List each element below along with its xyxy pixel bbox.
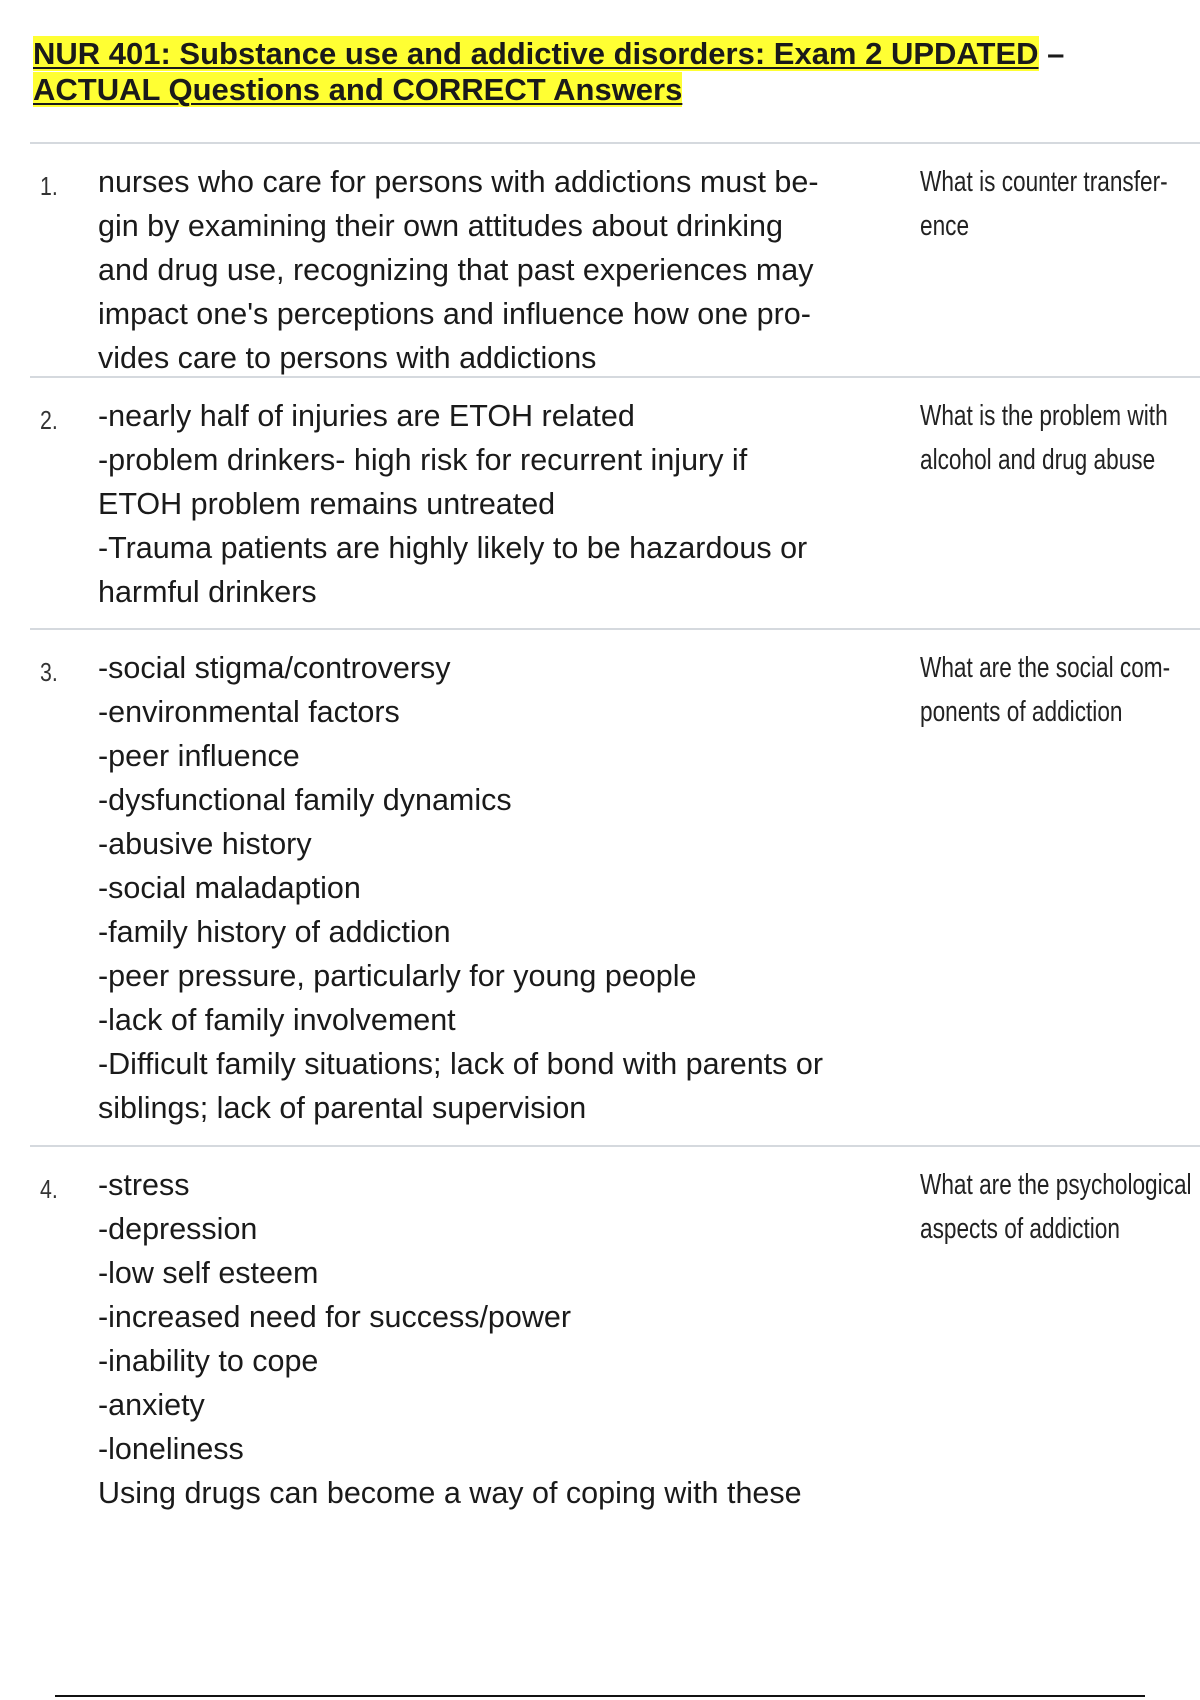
term-line: ponents of addiction [920, 696, 1123, 728]
title-line-2: ACTUAL Questions and CORRECT Answers [33, 72, 683, 107]
answer-line: -Difficult family situations; lack of bond with parents or [98, 1047, 823, 1081]
term-line: What are the social com- [920, 652, 1171, 684]
answer-line: -depression [98, 1212, 258, 1246]
term-line: What are the psychological [920, 1169, 1192, 1201]
footer-divider [55, 1695, 1145, 1697]
term-line: What is the problem with [920, 400, 1168, 432]
card-term [920, 1163, 1200, 1251]
card-number: 3. [40, 657, 58, 687]
term-line: aspects of addiction [920, 1213, 1120, 1245]
answer-line: -lack of family involvement [98, 1003, 456, 1037]
answer-line: -inability to cope [98, 1344, 319, 1378]
document-title [33, 36, 1143, 108]
answer-line: -Trauma patients are highly likely to be hazardous or [98, 531, 808, 565]
answer-line: -loneliness [98, 1432, 244, 1466]
answer-line: Using drugs can become a way of coping with these [98, 1476, 802, 1510]
answer-line: impact one's perceptions and influence how one pro- [98, 297, 811, 331]
card-number: 2. [40, 405, 58, 435]
title-dash: – [1038, 36, 1065, 71]
flashcard-list [30, 142, 1200, 1565]
answer-line: gin by examining their own attitudes about drinking [98, 209, 783, 243]
answer-line: vides care to persons with addictions [98, 341, 597, 375]
answer-line: siblings; lack of parental supervision [98, 1091, 587, 1125]
card-answer [98, 646, 948, 1130]
flashcard-row [30, 1145, 1200, 1565]
answer-line: ETOH problem remains untreated [98, 487, 556, 521]
card-term [920, 646, 1200, 734]
term-line: ence [920, 210, 970, 242]
answer-line: -family history of addiction [98, 915, 451, 949]
card-term [920, 394, 1200, 482]
flashcard-row [30, 142, 1200, 376]
answer-line: -social maladaption [98, 871, 361, 905]
answer-line: -environmental factors [98, 695, 400, 729]
answer-line: and drug use, recognizing that past experiences may [98, 253, 814, 287]
answer-line: -problem drinkers- high risk for recurrent injury if [98, 443, 748, 477]
answer-line: -stress [98, 1168, 190, 1202]
term-line: alcohol and drug abuse [920, 444, 1156, 476]
answer-line: -increased need for success/power [98, 1300, 571, 1334]
card-answer [98, 1163, 948, 1515]
flashcard-row [30, 628, 1200, 1145]
answer-line: nurses who care for persons with addictions must be- [98, 165, 819, 199]
card-answer [98, 394, 948, 614]
term-line: What is counter transfer- [920, 166, 1168, 198]
answer-line: -peer influence [98, 739, 300, 773]
card-number: 1. [40, 171, 58, 201]
card-number: 4. [40, 1174, 58, 1204]
answer-line: -peer pressure, particularly for young people [98, 959, 697, 993]
answer-line: harmful drinkers [98, 575, 317, 609]
answer-line: -anxiety [98, 1388, 205, 1422]
answer-line: -low self esteem [98, 1256, 319, 1290]
flashcard-row [30, 376, 1200, 628]
answer-line: -dysfunctional family dynamics [98, 783, 512, 817]
card-term [920, 160, 1200, 248]
card-answer [98, 160, 948, 380]
answer-line: -social stigma/controversy [98, 651, 451, 685]
title-line-1: NUR 401: Substance use and addictive disorders: Exam 2 UPDATED [33, 36, 1039, 71]
answer-line: -abusive history [98, 827, 312, 861]
answer-line: -nearly half of injuries are ETOH related [98, 399, 635, 433]
